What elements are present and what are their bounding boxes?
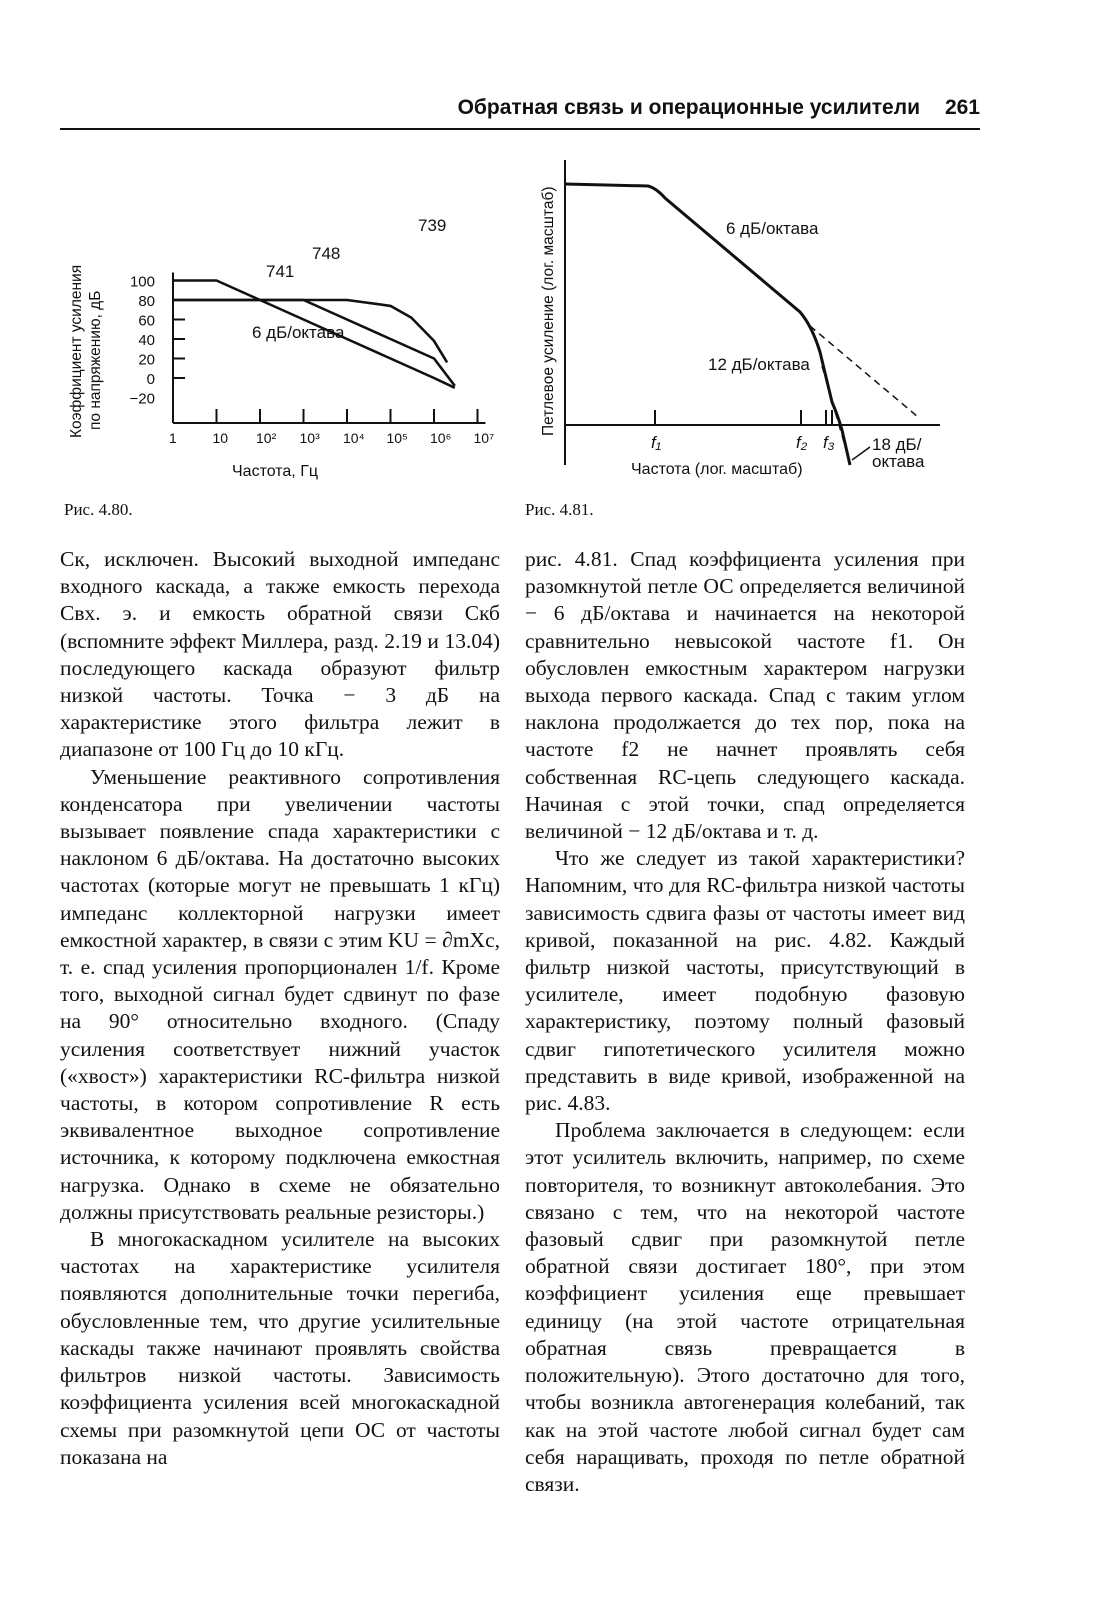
- running-header: [60, 96, 980, 130]
- fig480-xtick-label: 10: [212, 430, 229, 446]
- fig480-xtick-label: 10⁶: [430, 430, 452, 446]
- figure-4-80: [60, 140, 540, 490]
- fig481-label-f1: f₁: [651, 433, 662, 452]
- fig481-slope-6db: 6 дБ/октава: [726, 219, 819, 238]
- left-text-column: [60, 546, 500, 1471]
- fig480-xtick-label: 10⁷: [473, 430, 495, 446]
- left-paragraph-2: Уменьшение реактивного сопротивления конденсатора при увеличении частоты вызывает появление спада характеристики с наклоном 6 дБ/октава. На достаточно высоких частотах (которые могут не превышать 1 кГц) импеданс коллекторной нагрузки имеет емкостной характер, в связи с этим KU = ∂mXc, т. е. спад усиления пропорционален 1/f. Кроме того, выходной сигнал будет сдвинут по фазе на 90° относительно входного. (Спаду усиления соответствует нижний участок («хвост») характеристики RC-фильтра низкой частоты, в котором сопротивление R есть эквивалентное выходное сопротивление источника, к которому подключена емкостная нагрузка. Однако в схеме не обязательно должны присутствовать реальные резисторы.): [60, 764, 500, 1224]
- page-number: 261: [944, 96, 980, 119]
- fig480-axes: [130, 273, 495, 447]
- running-header-title: Обратная связь и операционные усилители: [457, 96, 920, 119]
- fig480-slope-label: 6 дБ/октава: [252, 323, 345, 342]
- right-paragraph-1: рис. 4.81. Спад коэффициента усиления при разомкнутой петле ОС определяется величиной − 6 дБ/октава и начинается на некоторой сравнительно невысокой частоте f1. Он обусловлен емкостным характером нагрузки выхода первого каскада. Спад с таким углом наклона продолжается до тех пор, пока на частоте f2 не начнет проявлять себя собственная RC-цепь следующего каскада. Начиная с этой точки, спад определяется величиной − 12 дБ/октава и т. д.: [525, 547, 965, 844]
- fig480-ylabel-line2: по напряжению, дБ: [87, 290, 104, 430]
- header-rule: [60, 128, 980, 130]
- fig480-ytick-label: 100: [129, 273, 155, 291]
- fig480-xtick-label: 10²: [256, 430, 277, 446]
- fig481-caption: Рис. 4.81.: [525, 500, 594, 519]
- fig480-curve-label-741: 741: [266, 262, 295, 281]
- fig480-xtick-label: 10⁵: [386, 430, 408, 446]
- left-paragraph-3: В многокаскадном усилителе на высоких частотах на характеристике усилителя появляются дополнительные точки перегиба, обусловленные тем, что другие усилительные каскады также начинают проявлять свойства фильтров низкой частоты. Зависимость коэффициента усиления всей многокаскадной схемы при разомкнутой цепи ОС от частоты показана на: [60, 1227, 500, 1469]
- fig480-ytick-label: 40: [138, 332, 155, 349]
- fig481-slope-12db: 12 дБ/октава: [708, 355, 810, 374]
- figure-4-81: [520, 140, 960, 490]
- right-text-column: [525, 546, 965, 1498]
- fig480-ytick-label: −20: [129, 390, 155, 408]
- fig480-xtick-label: 10⁴: [343, 430, 365, 446]
- right-paragraph-3: Проблема заключается в следующем: если этот усилитель включить, например, по схеме повторителя, то возникнут автоколебания. Это связано с тем, что на некоторой частоте фазовый сдвиг при разомкнутой петле обратной связи достигает 180°, при этом коэффициент усиления еще превышает единицу (на этой частоте отрицательная обратная связь превращается в положительную). Этого достаточно для того, чтобы возникла автогенерация колебаний, так как на этой частоте любой сигнал будет сам себя наращивать, проходя по петле обратной связи.: [525, 1118, 965, 1496]
- fig480-curve-label-748: 748: [312, 244, 341, 263]
- fig480-ytick-label: 60: [138, 312, 155, 330]
- fig481-slope-18db-line2: октава: [872, 452, 925, 471]
- fig480-ytick-label: 80: [138, 293, 155, 310]
- fig480-caption: Рис. 4.80.: [64, 500, 133, 519]
- fig480-xlabel: Частота, Гц: [232, 463, 319, 480]
- fig481-xlabel: Частота (лог. масштаб): [631, 461, 803, 478]
- fig481-label-f3: f₃: [823, 433, 835, 452]
- fig480-ytick-label: 0: [146, 371, 155, 388]
- fig480-xtick-label: 10³: [299, 430, 320, 446]
- fig481-ylabel: Петлевое усиление (лог. масштаб): [540, 186, 557, 436]
- fig481-slope-18db-line1: 18 дБ/: [872, 435, 922, 454]
- fig480-curve-748: [173, 300, 455, 386]
- left-paragraph-1: Cк, исключен. Высокий выходной импеданс входного каскада, а также емкость перехода Cвх. э. и емкость обратной связи Cкб (вспомните эффект Миллера, разд. 2.19 и 13.04) последующего каскада образуют фильтр низкой частоты. Точка − 3 дБ на характеристике этого фильтра лежит в диапазоне от 100 Гц до 10 кГц.: [60, 547, 500, 762]
- fig480-xtick-label: 1: [169, 430, 177, 446]
- fig481-label-f2: f₂: [796, 433, 808, 452]
- fig480-curve-label-739: 739: [418, 216, 447, 235]
- fig481-slope-18db-leader: [852, 447, 870, 460]
- right-paragraph-2: Что же следует из такой характеристики? Напомним, что для RC-фильтра низкой частоты зависимость сдвига фазы от частоты имеет вид кривой, показанной на рис. 4.82. Каждый фильтр низкой частоты, присутствующий в усилителе, имеет подобную фазовую характеристику, поэтому полный фазовый сдвиг гипотетического усилителя можно представить в виде кривой, изображенной на рис. 4.83.: [525, 846, 965, 1116]
- fig480-ylabel-line1: Коэффициент усиления: [68, 264, 85, 438]
- fig480-ytick-label: 20: [138, 351, 155, 369]
